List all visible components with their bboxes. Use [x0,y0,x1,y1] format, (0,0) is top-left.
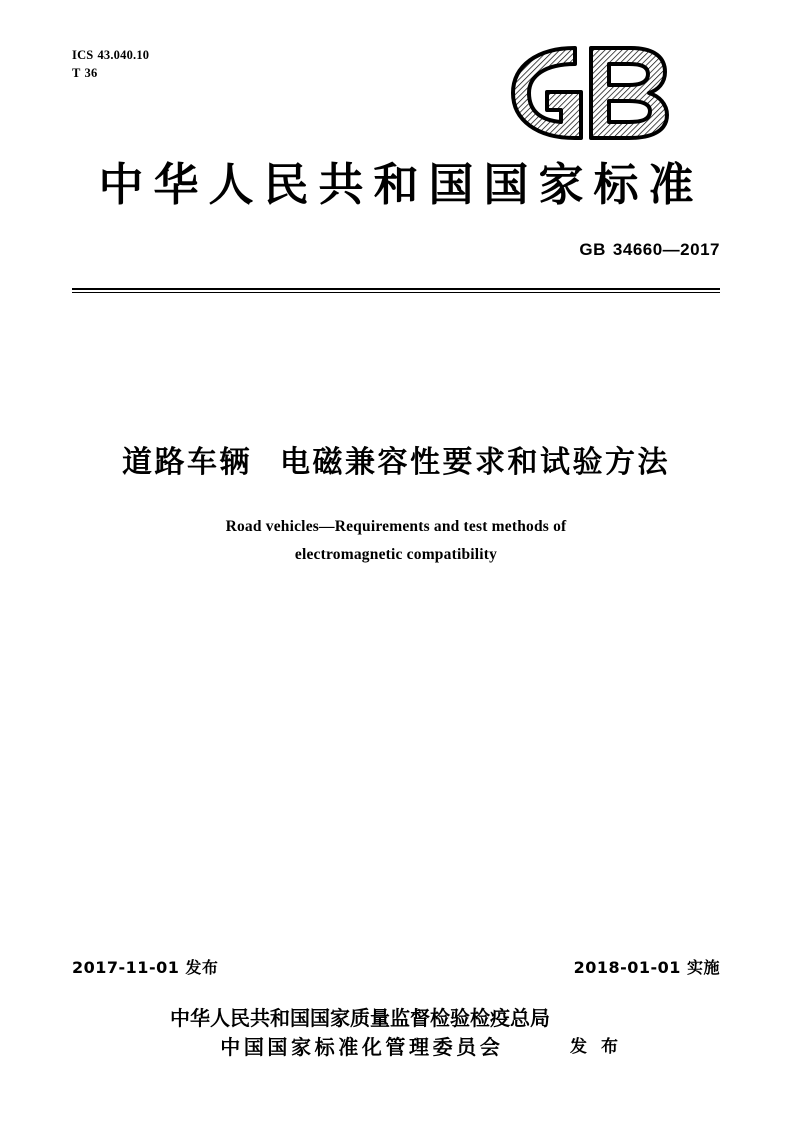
standard-number-prefix: GB [579,240,606,259]
document-title-chinese-part2: 电磁兼容性要求和试验方法 [280,445,670,480]
publisher-line-2: 中国国家标准化管理委员会 [220,1035,504,1059]
gb-emblem-icon [503,44,673,142]
classification-label: T [72,66,81,81]
document-title-chinese [0,437,792,481]
divider-rule-top [72,288,720,290]
standard-number [579,240,720,260]
effective-date: 2018-01-01 实施 [573,958,720,977]
publish-word: 发 布 [570,1036,622,1057]
ics-value: 43.040.10 [97,48,150,62]
document-title-english-line2: electromagnetic compatibility [294,545,498,563]
publisher-names [170,1004,550,1062]
publisher-line-1: 中华人民共和国国家质量监督检验检疫总局 [170,1006,551,1030]
divider-rule-bottom [72,292,720,293]
ics-classification-block [72,46,149,82]
document-title-english [0,513,792,569]
publisher-block [0,1004,792,1062]
document-title-chinese-part1: 道路车辆 [122,445,252,480]
national-standard-title: 中华人民共和国国家标准 [98,158,704,211]
classification-line [72,64,149,82]
standard-number-value: 34660—2017 [612,240,720,259]
footer-date-row [72,955,720,977]
ics-line [72,46,149,64]
classification-value: 36 [84,66,98,81]
ics-label: ICS [72,48,94,62]
issue-date: 2017-11-01 发布 [72,958,219,977]
document-title-english-line1: Road vehicles—Requirements and test methods of [225,518,567,535]
